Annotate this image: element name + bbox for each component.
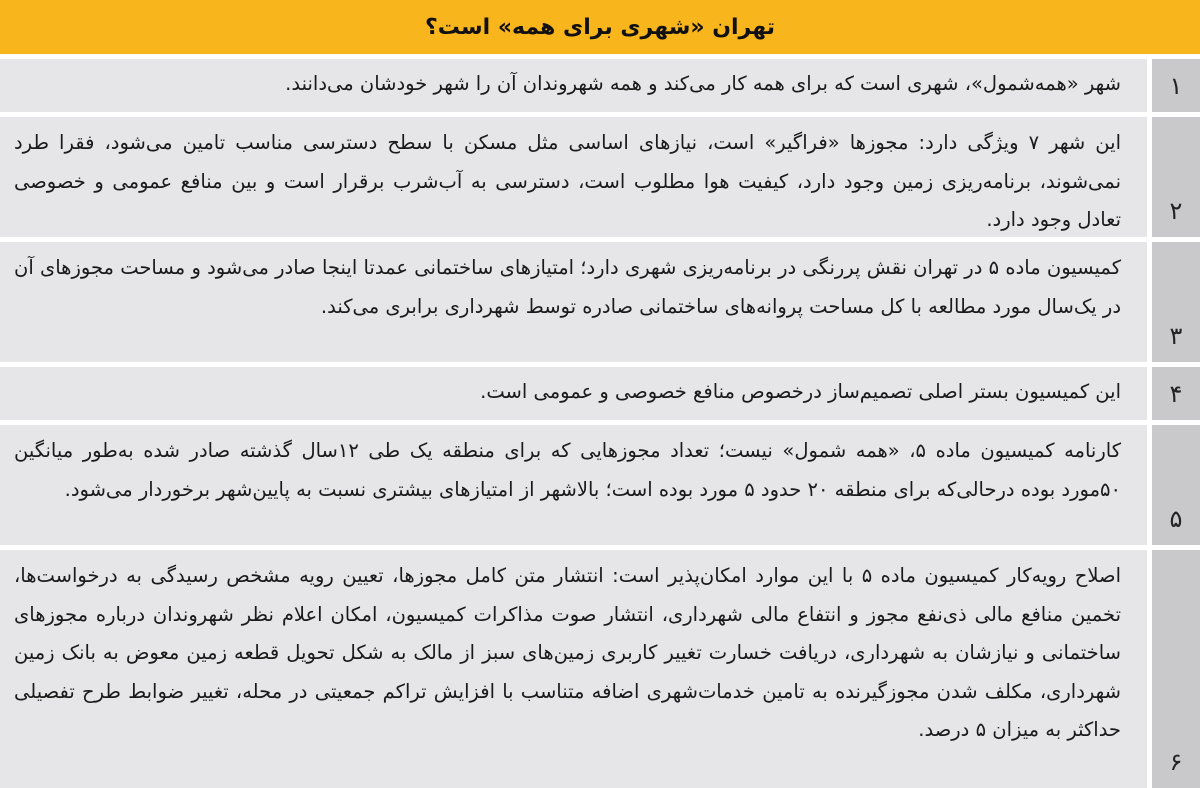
- page-title: تهران «شهری برای همه» است؟: [424, 14, 776, 40]
- row-text: کارنامه کمیسیون ماده ۵، «همه شمول» نیست؛ تعداد مجوزهایی که برای منطقه یک طی ۱۲سال گذشته صادر شده به‌طور میانگین ۵۰مورد بوده درحالی‌که برای منطقه ۲۰ حدود ۵ مورد بوده است؛ بالاشهر از امتیازهای بیشتری نسبت به پایین‌شهر برخوردار می‌شود.: [0, 425, 1147, 545]
- table-row: [0, 550, 1200, 788]
- table-row: [0, 117, 1200, 237]
- row-number: ۲: [1152, 117, 1200, 237]
- row-text: شهر «همه‌شمول»، شهری است که برای همه کار می‌کند و همه شهروندان آن را شهر خودشان می‌دانند.: [0, 59, 1147, 112]
- row-text: این شهر ۷ ویژگی دارد: مجوزها «فراگیر» است، نیازهای اساسی مثل مسکن با سطح دسترسی مناسب تامین می‌شود، فقرا طرد نمی‌شوند، برنامه‌ریزی زمین وجود دارد، کیفیت هوا مطلوب است، دسترسی به آب‌شرب برقرار است و بین منافع عمومی و خصوصی تعادل وجود دارد.: [0, 117, 1147, 237]
- table-row: [0, 367, 1200, 420]
- row-number: ۳: [1152, 242, 1200, 362]
- table-header: [0, 0, 1200, 54]
- row-text: این کمیسیون بستر اصلی تصمیم‌ساز درخصوص منافع خصوصی و عمومی است.: [0, 367, 1147, 420]
- row-number: ۵: [1152, 425, 1200, 545]
- table-row: [0, 425, 1200, 545]
- row-text: کمیسیون ماده ۵ در تهران نقش پررنگی در برنامه‌ریزی شهری دارد؛ امتیازهای ساختمانی عمدتا اینجا صادر می‌شود و مساحت مجوزهای آن در یک‌سال مورد مطالعه با کل مساحت پروانه‌های ساختمانی صادره توسط شهرداری برابری می‌کند.: [0, 242, 1147, 362]
- table-row: [0, 59, 1200, 112]
- row-number: ۴: [1152, 367, 1200, 420]
- row-number: ۱: [1152, 59, 1200, 112]
- table-row: [0, 242, 1200, 362]
- row-text: اصلاح رویه‌کار کمیسیون ماده ۵ با این موارد امکان‌پذیر است: انتشار متن کامل مجوزها، تعیین رویه مشخص رسیدگی به درخواست‌ها، تخمین منافع مالی ذی‌نفع مجوز و انتفاع مالی شهرداری، انتشار صوت مذاکرات کمیسیون، امکان اعلام نظر شهروندان درباره مجوزهای ساختمانی و نیازشان به شهرداری، دریافت خسارت تغییر کاربری زمین‌های سبز از مالک به شکل تحویل قطعه زمین معوض به بانک زمین شهرداری، مکلف شدن مجوزگیرنده به تامین خدمات‌شهری اضافه متناسب با افزایش تراکم جمعیتی در محله، تغییر ضوابط طرح تفصیلی حداکثر به میزان ۵ درصد.: [0, 550, 1147, 788]
- row-number: ۶: [1152, 550, 1200, 788]
